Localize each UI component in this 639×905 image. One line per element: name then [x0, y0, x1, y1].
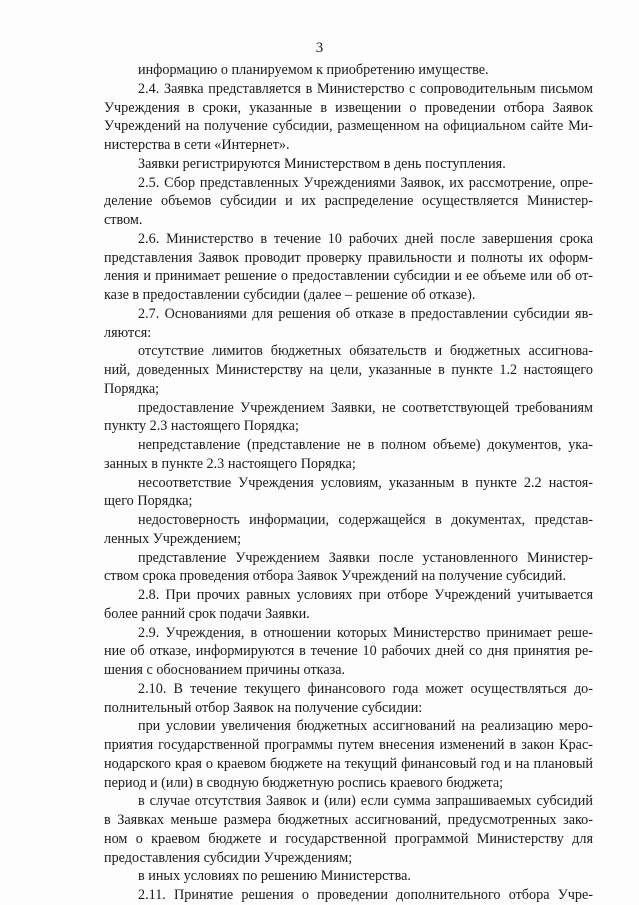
text-line: пункту 2.3 настоящего Порядка;: [104, 418, 299, 435]
text-line: 2.7. Основаниями для решения об отказе в предоставлении субсидии яв-: [138, 305, 593, 322]
text-line: в Заявках меньше размера бюджетных ассигнований, предусмотренных зако-: [104, 812, 593, 828]
text-line: щего Порядка;: [104, 493, 193, 510]
text-line: ний, доведенных Министерству на цели, указанные в пункте 1.2 настоящего: [104, 362, 593, 378]
text-line: 2.4. Заявка представляется в Министерство с сопроводительным письмом: [138, 80, 593, 97]
text-line: Заявки регистрируются Министерством в день поступления.: [138, 155, 506, 172]
text-line: более ранний срок подачи Заявки.: [104, 605, 310, 622]
text-line: ством срока проведения отбора Заявок Учреждений на получение субсидий.: [104, 568, 567, 585]
text-line: недостоверность информации, содержащейся в документах, представ-: [138, 512, 593, 528]
text-line: полнительный отбор Заявок на получение субсидии:: [104, 699, 423, 716]
text-line: Учреждения в сроки, указанные в извещении о проведении отбора Заявок: [104, 99, 593, 116]
text-line: шения с обоснованием причины отказа.: [104, 662, 346, 678]
text-line: деление объемов субсидии и их распределение осуществляется Министер-: [104, 193, 593, 210]
text-line: 2.11. Принятие решения о проведении дополнительного отбора Учре-: [138, 887, 593, 903]
text-line: предоставление Учреждением Заявки, не соответствующей требованиям: [138, 399, 593, 416]
text-line: ством.: [104, 212, 143, 228]
text-line: период и (или) в сводную бюджетную роспись краевого бюджета;: [104, 774, 504, 791]
text-line: 2.6. Министерство в течение 10 рабочих дней после завершения срока: [138, 230, 593, 247]
text-line: ляются:: [104, 324, 152, 341]
text-line: 2.5. Сбор представленных Учреждениями Заявок, их рассмотрение, опре-: [138, 174, 593, 191]
document-body: [104, 61, 593, 905]
text-line: непредставление (представление не в полном объеме) документов, ука-: [138, 437, 593, 453]
text-line: приятия государственной программы путем внесения изменений в закон Крас-: [104, 737, 593, 753]
text-line: 2.9. Учреждения, в отношении которых Министерство принимает реше-: [138, 624, 593, 641]
text-line: 2.8. При прочих равных условиях при отборе Учреждений учитывается: [138, 587, 593, 603]
text-line: 2.10. В течение текущего финансового года может осуществляться до-: [138, 680, 593, 697]
text-line: ленных Учреждением;: [104, 530, 242, 547]
text-line: предоставления субсидии Учреждениям;: [104, 849, 353, 866]
text-line: информацию о планируемом к приобретению имуществе.: [138, 62, 489, 78]
text-line: несоответствие Учреждения условиям, указанным в пункте 2.2 настоя-: [138, 474, 593, 491]
text-line: ном о краевом бюджете и государственной программой Министерству для: [104, 830, 593, 847]
text-line: представление Учреждением Заявки после установленного Министер-: [138, 549, 593, 566]
text-line: при условии увеличения бюджетных ассигнований на реализацию меро-: [138, 718, 593, 735]
text-line: Порядка;: [104, 380, 160, 397]
text-line: ние об отказе, информируются в течение 10 рабочих дней со дня принятия ре-: [104, 643, 593, 660]
text-line: Учреждений на получение субсидии, размещенном на официальном сайте Ми-: [104, 118, 593, 135]
page-number: 3: [315, 40, 324, 56]
text-line: представления Заявок проводит проверку правильности и полноты их оформ-: [104, 249, 593, 266]
text-line: казе в предоставлении субсидии (далее – решение об отказе).: [104, 287, 476, 303]
text-line: ления и принимает решение о предоставлении субсидии и ее объеме или об от-: [104, 268, 593, 285]
text-line: в случае отсутствия Заявок и (или) если сумма запрашиваемых субсидий: [138, 793, 593, 810]
text-line: в иных условиях по решению Министерства.: [138, 868, 411, 885]
text-line: отсутствие лимитов бюджетных обязательств и бюджетных ассигнова-: [138, 343, 593, 360]
text-line: нистерства в сети «Интернет».: [104, 137, 290, 153]
text-line: нодарского края о краевом бюджете на текущий финансовый год и на плановый: [104, 755, 593, 772]
text-line: занных в пункте 2.3 настоящего Порядка;: [104, 455, 356, 472]
